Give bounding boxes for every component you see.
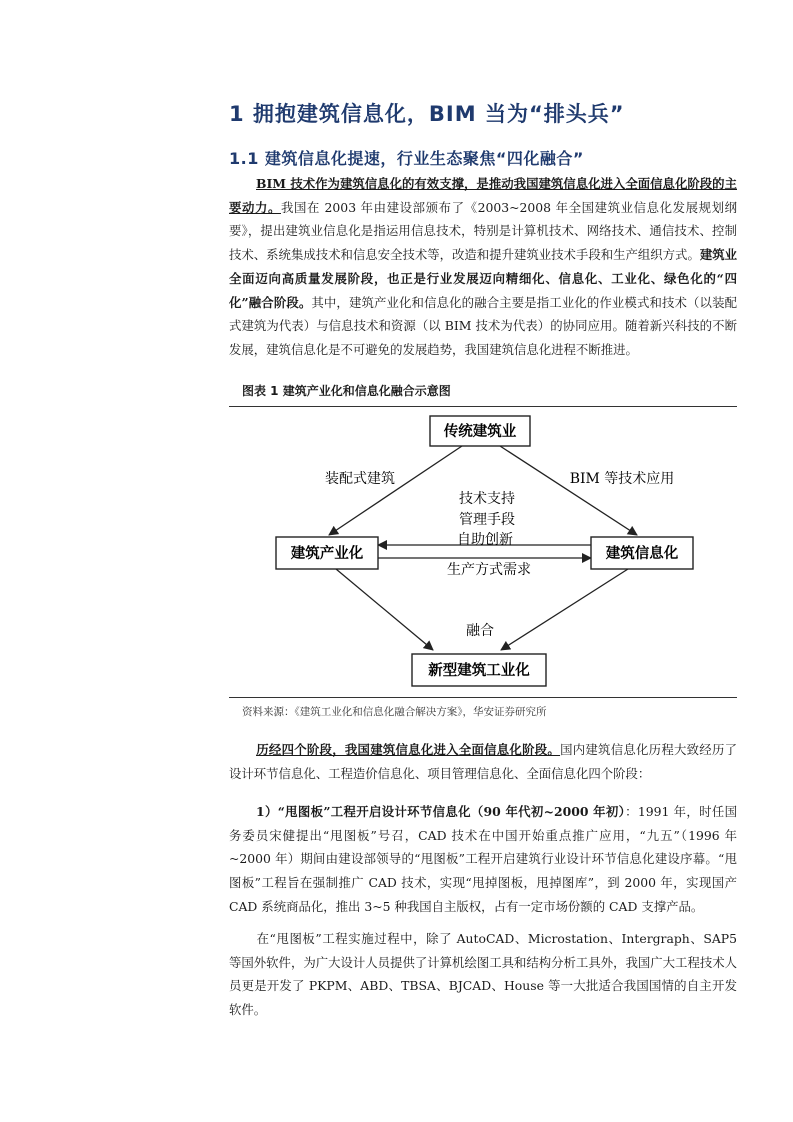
paragraph-stages	[229, 738, 737, 785]
section-heading: 1 拥抱建筑信息化，BIM 当为“排头兵”	[229, 102, 625, 126]
arrow-industrialization-to-new	[336, 569, 433, 650]
arrow-traditional-to-industrialization	[329, 446, 462, 535]
arrow-traditional-to-informatization	[500, 446, 637, 535]
node-industrialization: 建筑产业化	[290, 545, 364, 562]
intro-bold-stage: 建筑业全面迈向高质量发展阶段，也正是行业发展迈向精细化、信息化、工业化、绿色化的“四化”融合阶段。	[229, 247, 738, 310]
node-traditional: 传统建筑业	[443, 423, 517, 440]
figure-title: 图表 1 建筑产业化和信息化融合示意图	[242, 384, 451, 398]
arrow-informatization-to-new	[501, 569, 628, 650]
software-text: 在“甩图板”工程实施过程中，除了 AutoCAD、Microstation、Intergraph、SAP5 等国外软件，为广大设计人员提供了计算机绘图工具和结构分析工具外，我国广大工程技术人员更是开发了 PKPM、ABD、TBSA、BJCAD、House 等一大批适合我国国情的自主开发软件。	[229, 931, 738, 1018]
paragraph-software	[229, 927, 737, 1022]
paragraph-stage-one	[229, 800, 737, 919]
stage-one-text: ：1991 年，时任国务委员宋健提出“甩图板”号召，CAD 技术在中国开始重点推广应用，“九五”（1996 年~2000 年）期间由建设部领导的“甩图板”工程开启建筑行业设计环节信息化建设序幕。“甩图板”工程旨在强制推广 CAD 技术，实现“甩掉图板，甩掉图库”，到 2000 年，实现国产 CAD 系统商品化，推出 3~5 种我国自主版权，占有一定市场份额的 CAD 支撑产品。	[229, 804, 737, 914]
figure-source: 资料来源：《建筑工业化和信息化融合解决方案》，华安证券研究所	[242, 706, 547, 718]
figure-bottom-rule	[229, 697, 737, 698]
subsection-heading: 1.1 建筑信息化提速，行业生态聚焦“四化融合”	[229, 149, 584, 168]
intro-text-2: 其中，建筑产业化和信息化的融合主要是指工业化的作业模式和技术（以装配式建筑为代表）与信息技术和资源（以 BIM 技术为代表）的协同应用。随着新兴科技的不断发展，建筑信息化是不可避免的发展趋势，我国建筑信息化进程不断推进。	[229, 294, 737, 357]
node-informatization: 建筑信息化	[605, 545, 679, 562]
label-bim-application: BIM 等技术应用	[569, 471, 675, 487]
label-merge: 融合	[466, 623, 494, 639]
stage-one-bold: 1）“甩图板”工程开启设计环节信息化（90 年代初~2000 年初）	[256, 804, 626, 819]
intro-bold-lead: BIM 技术作为建筑信息化的有效支撑，是推动我国建筑信息化进入全面信息化阶段的主要动力。	[229, 176, 737, 215]
label-innovation: 自助创新	[457, 532, 513, 548]
label-prefabricated: 装配式建筑	[325, 471, 395, 487]
stages-text: 国内建筑信息化历程大致经历了设计环节信息化、工程造价信息化、项目管理信息化、全面信息化四个阶段：	[229, 742, 738, 781]
node-new-industrialization: 新型建筑工业化	[428, 662, 530, 679]
label-production-demand: 生产方式需求	[447, 562, 531, 578]
stages-bold-lead: 历经四个阶段，我国建筑信息化进入全面信息化阶段。	[256, 742, 561, 757]
label-tech-support: 技术支持	[459, 491, 515, 507]
intro-text: 我国在 2003 年由建设部颁布了《2003~2008 年全国建筑业信息化发展规划纲要》，提出建筑业信息化是指运用信息技术，特别是计算机技术、网络技术、通信技术、控制技术、系统集成技术和信息安全技术等，改造和提升建筑业技术手段和生产组织方式。	[229, 199, 737, 263]
label-management: 管理手段	[459, 512, 515, 528]
